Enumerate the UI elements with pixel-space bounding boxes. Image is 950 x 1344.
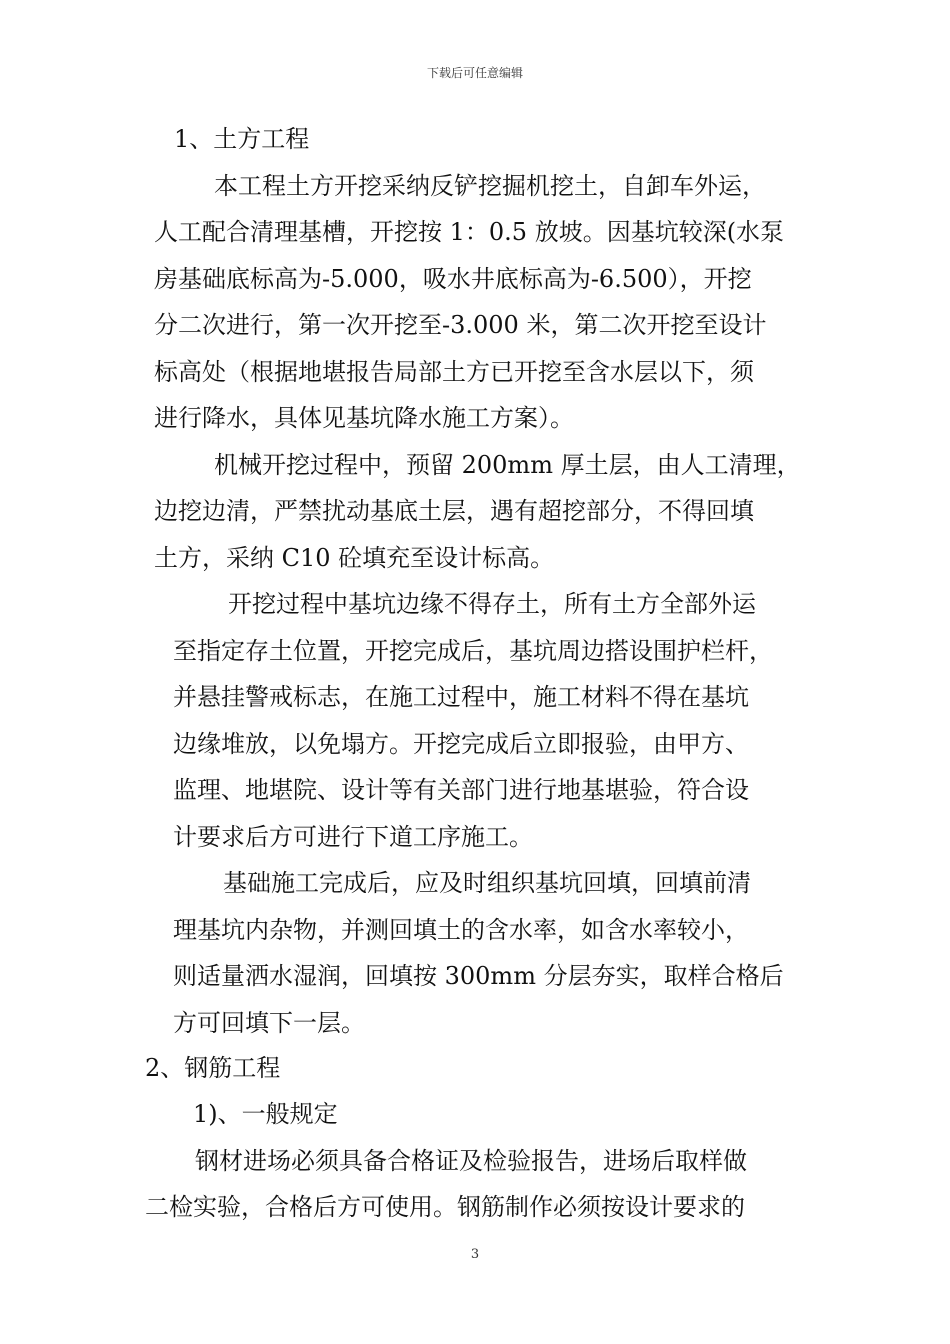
paragraph-line: 土方，采纳 C10 砼填充至设计标高。 <box>154 544 555 572</box>
paragraph-line: 本工程土方开挖采纳反铲挖掘机挖土，自卸车外运， <box>214 172 766 200</box>
paragraph-line: 监理、地堪院、设计等有关部门进行地基堪验，符合设 <box>173 776 749 804</box>
paragraph-line: 人工配合清理基槽，开挖按 1：0.5 放坡。因基坑较深(水泵 <box>154 218 785 246</box>
paragraph-line: 分二次进行，第一次开挖至-3.000 米，第二次开挖至设计 <box>154 311 767 339</box>
paragraph-line: 进行降水，具体见基坑降水施工方案）。 <box>154 404 574 432</box>
page-header: 下载后可任意编辑 <box>426 66 523 80</box>
paragraph-line: 二检实验，合格后方可使用。钢筋制作必须按设计要求的 <box>145 1193 745 1221</box>
paragraph-line: 房基础底标高为-5.000，吸水井底标高为-6.500），开挖 <box>154 265 752 293</box>
paragraph-line: 机械开挖过程中，预留 200mm 厚土层，由人工清理， <box>214 451 801 479</box>
paragraph-line: 边缘堆放，以免塌方。开挖完成后立即报验，由甲方、 <box>173 730 749 758</box>
paragraph-line: 理基坑内杂物，并测回填土的含水率，如含水率较小， <box>173 916 749 944</box>
paragraph-line: 基础施工完成后，应及时组织基坑回填，回填前清 <box>223 869 751 897</box>
paragraph-line: 计要求后方可进行下道工序施工。 <box>173 823 533 851</box>
section-heading-earthwork: 1、土方工程 <box>174 125 310 153</box>
paragraph-line: 并悬挂警戒标志，在施工过程中，施工材料不得在基坑 <box>173 683 749 711</box>
paragraph-line: 则适量洒水湿润，回填按 300mm 分层夯实，取样合格后 <box>173 962 784 990</box>
subsection-heading-general-rules: 1)、一般规定 <box>193 1100 338 1128</box>
paragraph-line: 开挖过程中基坑边缘不得存土，所有土方全部外运 <box>228 590 756 618</box>
section-heading-rebar: 2、钢筋工程 <box>145 1054 281 1082</box>
paragraph-line: 边挖边清，严禁扰动基底土层，遇有超挖部分，不得回填 <box>154 497 754 525</box>
page-number: 3 <box>470 1247 480 1262</box>
paragraph-line: 标高处（根据地堪报告局部土方已开挖至含水层以下，须 <box>154 358 754 386</box>
paragraph-line: 钢材进场必须具备合格证及检验报告，进场后取样做 <box>195 1147 747 1175</box>
paragraph-line: 至指定存土位置，开挖完成后，基坑周边搭设围护栏杆， <box>173 637 773 665</box>
paragraph-line: 方可回填下一层。 <box>173 1009 365 1037</box>
